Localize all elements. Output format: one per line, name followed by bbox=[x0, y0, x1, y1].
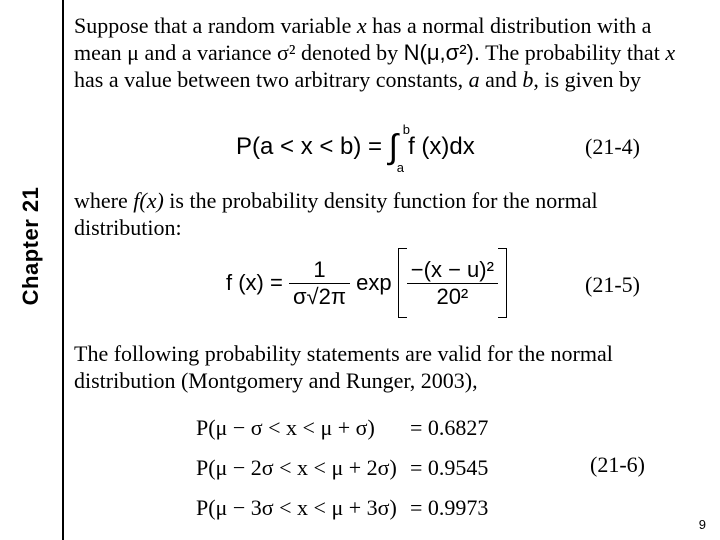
pdf-text: where bbox=[74, 188, 134, 213]
integral-lower: a bbox=[396, 160, 404, 175]
probability-value: = 0.6827 bbox=[410, 415, 489, 440]
intro-text: denoted by bbox=[295, 40, 404, 65]
fx-symbol: f(x) bbox=[133, 188, 164, 213]
sigma-squared: σ² bbox=[276, 40, 296, 65]
probability-lhs: P(μ − 3σ < x < μ + 3σ) bbox=[196, 495, 397, 520]
intro-text: and bbox=[479, 67, 523, 92]
intro-text: Suppose that a random variable bbox=[74, 13, 357, 38]
fraction-denominator: 20² bbox=[407, 283, 498, 310]
fraction-denominator: σ√2π bbox=[289, 283, 350, 310]
intro-text: The probability that bbox=[479, 40, 666, 65]
pdf-text: is the probability density function for the normal distribution: bbox=[74, 188, 598, 240]
probability-line bbox=[196, 408, 488, 448]
eq-integrand: f (x)dx bbox=[408, 132, 475, 160]
equation-number-21-5: (21-5) bbox=[585, 272, 640, 297]
integral-sign: ∫ bbox=[388, 128, 399, 166]
mu-symbol: μ bbox=[127, 40, 139, 65]
probability-value: = 0.9973 bbox=[410, 495, 489, 520]
page-number: 9 bbox=[698, 517, 706, 532]
equation-number-21-4: (21-4) bbox=[585, 134, 640, 159]
eq-lhs: P(a < x < b) = bbox=[236, 132, 389, 160]
statements-paragraph: The following probability statements are valid for the normal distribution (Montgomery and Runger, 2003), bbox=[74, 341, 613, 393]
probability-lhs: P(μ − σ < x < μ + σ) bbox=[196, 415, 375, 440]
equation-21-6 bbox=[196, 408, 488, 528]
normal-notation: N(μ,σ²). bbox=[403, 40, 480, 65]
intro-text: has a value between two arbitrary constants, bbox=[74, 67, 469, 92]
intro-text: , is given by bbox=[533, 67, 641, 92]
probability-value: = 0.9545 bbox=[410, 455, 489, 480]
chapter-label: Chapter 21 bbox=[18, 186, 43, 306]
exp-label: exp bbox=[356, 270, 392, 295]
integral-upper: b bbox=[402, 122, 410, 137]
pdf-paragraph bbox=[74, 187, 704, 241]
exponent-fraction bbox=[407, 257, 498, 310]
var-b: b bbox=[522, 67, 534, 92]
equation-number-21-6: (21-6) bbox=[590, 452, 645, 477]
intro-text: has a normal distribution with a mean bbox=[74, 13, 652, 65]
chapter-sidebar bbox=[0, 0, 64, 540]
var-a: a bbox=[468, 67, 480, 92]
probability-line bbox=[196, 448, 488, 488]
probability-line bbox=[196, 488, 488, 528]
fraction-numerator: 1 bbox=[313, 256, 326, 282]
intro-paragraph bbox=[74, 12, 704, 93]
left-bracket bbox=[398, 248, 407, 318]
fraction-numerator: −(x − u)² bbox=[410, 256, 494, 282]
probability-lhs: P(μ − 2σ < x < μ + 2σ) bbox=[196, 455, 397, 480]
intro-text: and a variance bbox=[138, 40, 277, 65]
right-bracket bbox=[498, 248, 507, 318]
eq-lhs: f (x) = bbox=[226, 270, 283, 295]
coefficient-fraction bbox=[289, 257, 350, 310]
equation-21-4 bbox=[236, 122, 475, 175]
equation-21-5 bbox=[226, 248, 507, 318]
var-x: x bbox=[356, 13, 367, 38]
var-x: x bbox=[665, 40, 676, 65]
